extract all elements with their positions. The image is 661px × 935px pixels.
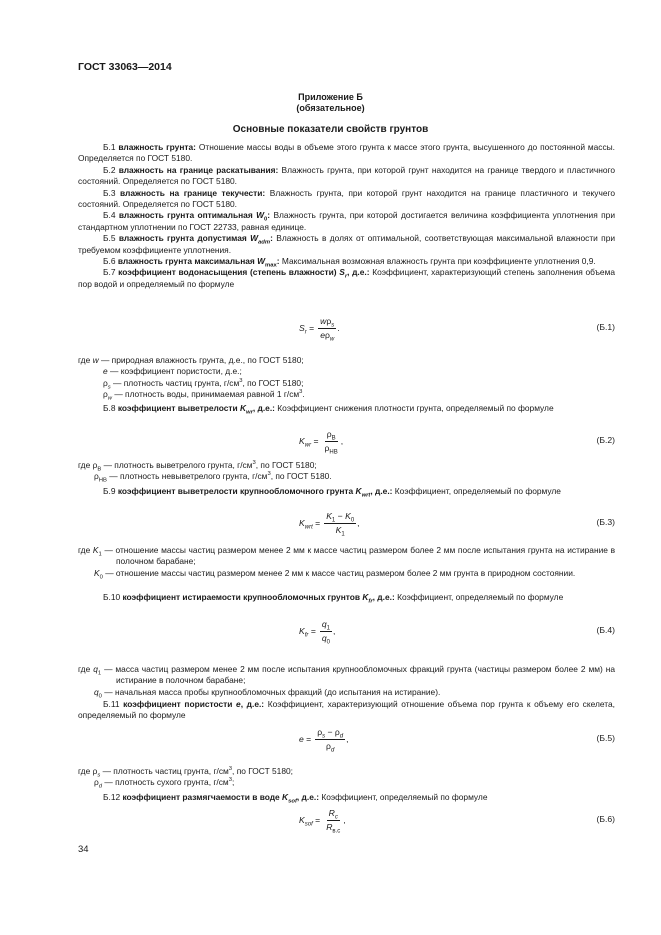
paragraph-b9: Б.9 коэффициент выветрелости крупнообломочного грунта $K_{wrt}$, д.е.: Коэффициент, определяемый по формуле bbox=[103, 486, 561, 499]
where-block-5: где $\rho_s$ — плотность частиц грунта, $г/см^3$, по ГОСТ 5180; $\rho_d$ — плотность сухого грунта, $г/см^3$; bbox=[78, 766, 293, 791]
appendix-title: Приложение Б bbox=[298, 92, 363, 102]
paragraph-b7: Б.7 коэффициент водонасыщения (степень влажности) $S_r$, д.е.: Коэффициент, характеризующий степень заполнения объема пор водой и определяемый по формуле bbox=[78, 267, 616, 289]
fraction: $\frac{K_1 - K_0}{K_1}$ bbox=[326, 510, 355, 538]
fraction: $\frac{R_c}{R_{в.с}}$ bbox=[326, 807, 341, 835]
paragraph-b3: Б.3 влажность на границе текучести: Влажность грунта, при которой грунт находится на границе пластичного и текучего состояний. Определяется по ГОСТ 5180. bbox=[78, 187, 616, 210]
paragraph-b11: Б.11 коэффициент пористости e, д.е.: Коэффициент, характеризующий отношение объема пор грунта к объему его скелета, определяемый по формуле bbox=[78, 699, 615, 721]
where-block-3: где $K_1$ — отношение массы частиц размером менее 2 мм к массе частиц размером более 2 мм после испытания грунта на истирание в полочном барабане; $K_0$ — отношение массы частиц размером менее 2 мм к массе частиц размером более 2 мм грунта в природном состоянии. bbox=[78, 545, 616, 581]
paragraph-b10: Б.10 коэффициент истираемости крупнообломочных грунтов $K_{fr}$, д.е.: Коэффициент, определяемый по формуле bbox=[103, 592, 564, 605]
formula-number: (Б.3) bbox=[596, 517, 615, 527]
paragraph-b2: Б.2 влажность на границе раскатывания: Влажность грунта, при которой грунт находится на границе твердого и пластичного состояний. Определяется по ГОСТ 5180. bbox=[78, 164, 616, 187]
fraction: $\frac{w\rho_s}{e\rho_w}$ bbox=[320, 315, 335, 343]
formula-b3: $K_{wrt}$ = $\frac{K_1 - K_0}{K_1}$ , (Б.3) bbox=[299, 510, 615, 538]
formula-b2: $K_{wr}$ = $\frac{\rho_В}{\rho_{НВ}}$ , (Б.2) bbox=[299, 428, 615, 456]
formula-number: (Б.6) bbox=[596, 814, 615, 824]
fraction: $\frac{\rho_s - \rho_d}{\rho_d}$ bbox=[317, 726, 344, 754]
formula-number: (Б.5) bbox=[596, 733, 615, 743]
formula-b1: $S_r$ = $\frac{w\rho_s}{e\rho_w}$ . (Б.1) bbox=[299, 315, 615, 343]
formula-b6: $K_{sof}$ = $\frac{R_c}{R_{в.с}}$ , (Б.6) bbox=[299, 807, 615, 835]
paragraph-b12: Б.12 коэффициент размягчаемости в воде $K_{sof}$, д.е.: Коэффициент, определяемый по формуле bbox=[103, 792, 488, 805]
paragraph-b8: Б.8 коэффициент выветрелости $K_{wr}$, д.е.: Коэффициент снижения плотности грунта, определяемый по формуле bbox=[103, 403, 554, 416]
page-number: 34 bbox=[78, 844, 89, 855]
paragraph-b6: Б.6 влажность грунта максимальная $W_{max}$: Максимальная возможная влажность грунта при коэффициенте уплотнения 0,9. bbox=[103, 256, 596, 269]
paragraph-b4: Б.4 влажность грунта оптимальная $W_0$: Влажность грунта, при которой достигается величина коэффициента уплотнения при стандартном уплотнении по ГОСТ 22733, равная единице. bbox=[78, 210, 616, 232]
where-block-2: где $\rho_В$ — плотность выветрелого грунта, $г/см^3$, по ГОСТ 5180; $\rho_{НВ}$ — плотность невыветрелого грунта, $г/см^3$, по ГОСТ 5180. bbox=[78, 460, 332, 485]
fraction: $\frac{q_1}{q_0}$ bbox=[321, 618, 330, 646]
fraction: $\frac{\rho_В}{\rho_{НВ}}$ bbox=[324, 428, 338, 456]
definitions-block-1 bbox=[78, 142, 615, 290]
section-title: Основные показатели свойств грунтов bbox=[232, 124, 429, 135]
paragraph-b5: Б.5 влажность грунта допустимая $W_{adm}$: Влажность в долях от оптимальной, соответствующая максимальной влажности при требуемом коэффициенте уплотнения. bbox=[78, 233, 616, 255]
formula-b4: $K_{fr}$ = $\frac{q_1}{q_0}$ , (Б.4) bbox=[299, 618, 615, 646]
where-block-1: где w — природная влажность грунта, д.е., по ГОСТ 5180; e — коэффициент пористости, д.е.; $\rho_s$ — плотность частиц грунта, $г/см^3$, по ГОСТ 5180; $\rho_w$ — плотность воды, принимаемая равной 1 $г/см^3$. bbox=[78, 355, 305, 402]
formula-b5: e = $\frac{\rho_s - \rho_d}{\rho_d}$ , (Б.5) bbox=[299, 726, 615, 754]
formula-number: (Б.2) bbox=[596, 435, 615, 445]
formula-number: (Б.4) bbox=[596, 625, 615, 635]
paragraph-b1: Б.1 влажность грунта: Отношение массы воды в объеме этого грунта к массе этого грунта, высушенного до постоянной массы. Определяется по ГОСТ 5180. bbox=[78, 142, 616, 164]
where-block-4: где $q_1$ — масса частиц размером менее 2 мм после испытания крупнообломочных фракций грунта (частицы размером более 2 мм) на истирание в полочном барабане; $q_0$ — начальная масса пробы крупнообломочных фракций (до испытания на истирание). bbox=[78, 664, 616, 700]
formula-number: (Б.1) bbox=[596, 322, 615, 332]
standard-header: ГОСТ 33063—2014 bbox=[78, 61, 172, 73]
appendix-status: (обязательное) bbox=[296, 103, 365, 113]
